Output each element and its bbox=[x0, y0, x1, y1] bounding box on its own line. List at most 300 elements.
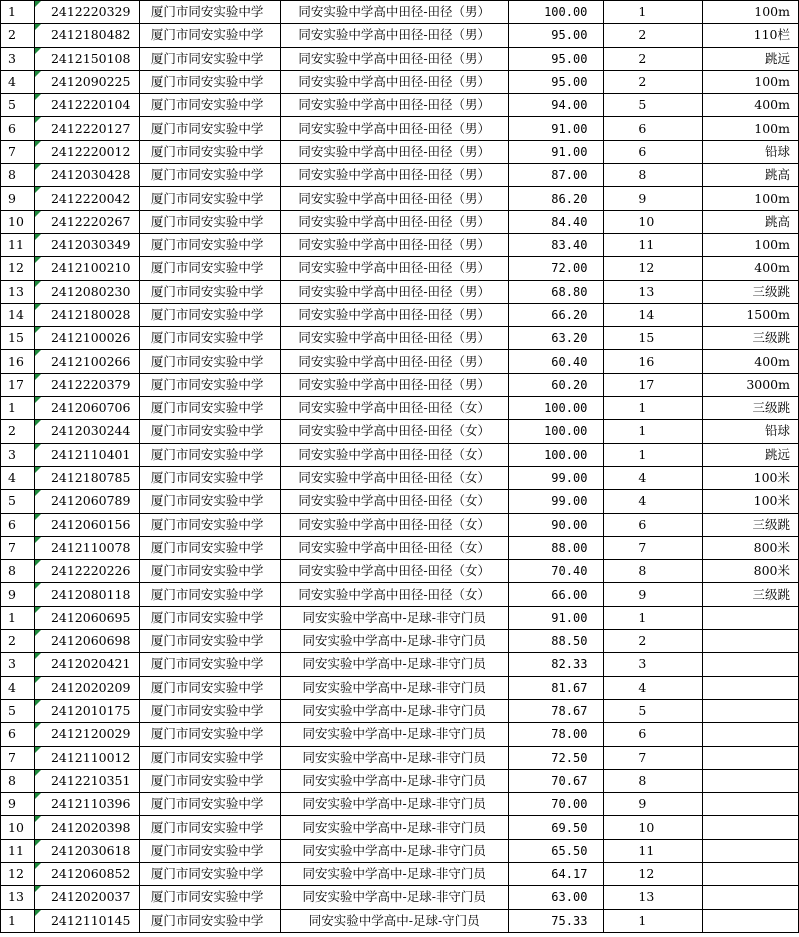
project-cell: 同安实验中学高中田径-田径（男） bbox=[280, 187, 508, 210]
school-cell: 厦门市同安实验中学 bbox=[139, 420, 280, 443]
student-id-cell: 2412220226 bbox=[34, 560, 139, 583]
event-cell: 400m bbox=[703, 257, 799, 280]
school-cell: 厦门市同安实验中学 bbox=[139, 117, 280, 140]
student-id-cell: 2412100026 bbox=[34, 327, 139, 350]
score-cell: 64.17 bbox=[508, 862, 604, 885]
table-row bbox=[1, 257, 799, 280]
table-row bbox=[1, 862, 799, 885]
score-cell: 91.00 bbox=[508, 117, 604, 140]
student-id-cell: 2412180785 bbox=[34, 466, 139, 489]
score-cell: 100.00 bbox=[508, 443, 604, 466]
student-id-cell: 2412030618 bbox=[34, 839, 139, 862]
rank-cell: 11 bbox=[604, 233, 703, 256]
score-cell: 70.00 bbox=[508, 793, 604, 816]
project-cell: 同安实验中学高中田径-田径（男） bbox=[280, 70, 508, 93]
score-cell: 68.80 bbox=[508, 280, 604, 303]
school-cell: 厦门市同安实验中学 bbox=[139, 839, 280, 862]
school-cell: 厦门市同安实验中学 bbox=[139, 513, 280, 536]
table-row bbox=[1, 24, 799, 47]
score-cell: 60.20 bbox=[508, 373, 604, 396]
project-cell: 同安实验中学高中田径-田径（女） bbox=[280, 443, 508, 466]
school-cell: 厦门市同安实验中学 bbox=[139, 466, 280, 489]
event-cell: 铅球 bbox=[703, 420, 799, 443]
school-cell: 厦门市同安实验中学 bbox=[139, 233, 280, 256]
table-row bbox=[1, 536, 799, 559]
project-cell: 同安实验中学高中-足球-非守门员 bbox=[280, 653, 508, 676]
table-row bbox=[1, 280, 799, 303]
school-cell: 厦门市同安实验中学 bbox=[139, 769, 280, 792]
student-id-cell: 2412030349 bbox=[34, 233, 139, 256]
table-row bbox=[1, 47, 799, 70]
score-cell: 87.00 bbox=[508, 164, 604, 187]
score-cell: 82.33 bbox=[508, 653, 604, 676]
event-cell: 跳高 bbox=[703, 210, 799, 233]
event-cell bbox=[703, 793, 799, 816]
student-id-cell: 2412020037 bbox=[34, 886, 139, 909]
score-cell: 69.50 bbox=[508, 816, 604, 839]
event-cell: 跳远 bbox=[703, 47, 799, 70]
table-row bbox=[1, 1, 799, 24]
project-cell: 同安实验中学高中田径-田径（男） bbox=[280, 47, 508, 70]
row-index-cell: 6 bbox=[1, 513, 35, 536]
table-row bbox=[1, 583, 799, 606]
row-index-cell: 4 bbox=[1, 466, 35, 489]
student-id-cell: 2412020421 bbox=[34, 653, 139, 676]
student-id-cell: 2412020209 bbox=[34, 676, 139, 699]
row-index-cell: 9 bbox=[1, 583, 35, 606]
project-cell: 同安实验中学高中田径-田径（女） bbox=[280, 420, 508, 443]
table-row bbox=[1, 886, 799, 909]
table-row bbox=[1, 490, 799, 513]
score-cell: 94.00 bbox=[508, 94, 604, 117]
rank-cell: 9 bbox=[604, 793, 703, 816]
event-cell: 3000m bbox=[703, 373, 799, 396]
school-cell: 厦门市同安实验中学 bbox=[139, 490, 280, 513]
row-index-cell: 12 bbox=[1, 862, 35, 885]
score-cell: 91.00 bbox=[508, 606, 604, 629]
score-cell: 91.00 bbox=[508, 140, 604, 163]
score-cell: 63.00 bbox=[508, 886, 604, 909]
rank-cell: 12 bbox=[604, 862, 703, 885]
rank-cell: 7 bbox=[604, 746, 703, 769]
project-cell: 同安实验中学高中-足球-非守门员 bbox=[280, 886, 508, 909]
student-id-cell: 2412080118 bbox=[34, 583, 139, 606]
rank-cell: 1 bbox=[604, 1, 703, 24]
table-row bbox=[1, 560, 799, 583]
rank-cell: 2 bbox=[604, 47, 703, 70]
school-cell: 厦门市同安实验中学 bbox=[139, 257, 280, 280]
school-cell: 厦门市同安实验中学 bbox=[139, 164, 280, 187]
project-cell: 同安实验中学高中-足球-非守门员 bbox=[280, 793, 508, 816]
school-cell: 厦门市同安实验中学 bbox=[139, 560, 280, 583]
table-row bbox=[1, 653, 799, 676]
project-cell: 同安实验中学高中田径-田径（男） bbox=[280, 1, 508, 24]
rank-cell: 5 bbox=[604, 94, 703, 117]
rank-cell: 1 bbox=[604, 909, 703, 932]
row-index-cell: 2 bbox=[1, 630, 35, 653]
row-index-cell: 3 bbox=[1, 653, 35, 676]
school-cell: 厦门市同安实验中学 bbox=[139, 536, 280, 559]
student-id-cell: 2412060706 bbox=[34, 397, 139, 420]
school-cell: 厦门市同安实验中学 bbox=[139, 210, 280, 233]
table-row bbox=[1, 210, 799, 233]
score-cell: 86.20 bbox=[508, 187, 604, 210]
project-cell: 同安实验中学高中-足球-非守门员 bbox=[280, 723, 508, 746]
rank-cell: 4 bbox=[604, 676, 703, 699]
row-index-cell: 1 bbox=[1, 1, 35, 24]
row-index-cell: 8 bbox=[1, 164, 35, 187]
rank-cell: 10 bbox=[604, 210, 703, 233]
student-id-cell: 2412060789 bbox=[34, 490, 139, 513]
event-cell: 铅球 bbox=[703, 140, 799, 163]
row-index-cell: 2 bbox=[1, 24, 35, 47]
event-cell bbox=[703, 839, 799, 862]
score-cell: 88.00 bbox=[508, 536, 604, 559]
project-cell: 同安实验中学高中田径-田径（女） bbox=[280, 583, 508, 606]
school-cell: 厦门市同安实验中学 bbox=[139, 47, 280, 70]
rank-cell: 15 bbox=[604, 327, 703, 350]
row-index-cell: 1 bbox=[1, 606, 35, 629]
student-id-cell: 2412100210 bbox=[34, 257, 139, 280]
row-index-cell: 13 bbox=[1, 280, 35, 303]
event-cell: 跳远 bbox=[703, 443, 799, 466]
project-cell: 同安实验中学高中-足球-非守门员 bbox=[280, 839, 508, 862]
school-cell: 厦门市同安实验中学 bbox=[139, 699, 280, 722]
school-cell: 厦门市同安实验中学 bbox=[139, 746, 280, 769]
school-cell: 厦门市同安实验中学 bbox=[139, 140, 280, 163]
project-cell: 同安实验中学高中田径-田径（男） bbox=[280, 24, 508, 47]
student-id-cell: 2412010175 bbox=[34, 699, 139, 722]
rank-cell: 9 bbox=[604, 187, 703, 210]
school-cell: 厦门市同安实验中学 bbox=[139, 303, 280, 326]
student-id-cell: 2412060698 bbox=[34, 630, 139, 653]
score-cell: 95.00 bbox=[508, 70, 604, 93]
table-row bbox=[1, 816, 799, 839]
rank-cell: 8 bbox=[604, 164, 703, 187]
rank-cell: 1 bbox=[604, 606, 703, 629]
student-id-cell: 2412080230 bbox=[34, 280, 139, 303]
project-cell: 同安实验中学高中-足球-非守门员 bbox=[280, 606, 508, 629]
student-id-cell: 2412090225 bbox=[34, 70, 139, 93]
rank-cell: 8 bbox=[604, 560, 703, 583]
row-index-cell: 7 bbox=[1, 140, 35, 163]
student-id-cell: 2412020398 bbox=[34, 816, 139, 839]
table-row bbox=[1, 769, 799, 792]
row-index-cell: 6 bbox=[1, 723, 35, 746]
score-cell: 65.50 bbox=[508, 839, 604, 862]
rank-cell: 4 bbox=[604, 490, 703, 513]
score-cell: 100.00 bbox=[508, 420, 604, 443]
rank-cell: 5 bbox=[604, 699, 703, 722]
event-cell: 跳高 bbox=[703, 164, 799, 187]
rank-cell: 13 bbox=[604, 280, 703, 303]
student-id-cell: 2412180028 bbox=[34, 303, 139, 326]
student-id-cell: 2412220012 bbox=[34, 140, 139, 163]
student-id-cell: 2412220042 bbox=[34, 187, 139, 210]
score-cell: 100.00 bbox=[508, 1, 604, 24]
student-id-cell: 2412180482 bbox=[34, 24, 139, 47]
table-row bbox=[1, 70, 799, 93]
event-cell: 100m bbox=[703, 187, 799, 210]
event-cell bbox=[703, 862, 799, 885]
school-cell: 厦门市同安实验中学 bbox=[139, 816, 280, 839]
project-cell: 同安实验中学高中田径-田径（男） bbox=[280, 350, 508, 373]
table-row bbox=[1, 117, 799, 140]
school-cell: 厦门市同安实验中学 bbox=[139, 723, 280, 746]
school-cell: 厦门市同安实验中学 bbox=[139, 24, 280, 47]
school-cell: 厦门市同安实验中学 bbox=[139, 94, 280, 117]
rank-cell: 1 bbox=[604, 397, 703, 420]
event-cell bbox=[703, 909, 799, 932]
table-row bbox=[1, 420, 799, 443]
event-cell: 三级跳 bbox=[703, 583, 799, 606]
event-cell bbox=[703, 769, 799, 792]
row-index-cell: 9 bbox=[1, 793, 35, 816]
table-body bbox=[1, 1, 799, 933]
project-cell: 同安实验中学高中-足球-守门员 bbox=[280, 909, 508, 932]
event-cell: 400m bbox=[703, 94, 799, 117]
table-row bbox=[1, 699, 799, 722]
project-cell: 同安实验中学高中田径-田径（男） bbox=[280, 117, 508, 140]
score-cell: 100.00 bbox=[508, 397, 604, 420]
student-id-cell: 2412060695 bbox=[34, 606, 139, 629]
project-cell: 同安实验中学高中-足球-非守门员 bbox=[280, 699, 508, 722]
student-id-cell: 2412110401 bbox=[34, 443, 139, 466]
table-row bbox=[1, 140, 799, 163]
table-row bbox=[1, 233, 799, 256]
project-cell: 同安实验中学高中-足球-非守门员 bbox=[280, 816, 508, 839]
rank-cell: 1 bbox=[604, 443, 703, 466]
row-index-cell: 7 bbox=[1, 536, 35, 559]
table-row bbox=[1, 303, 799, 326]
row-index-cell: 11 bbox=[1, 233, 35, 256]
rank-cell: 14 bbox=[604, 303, 703, 326]
score-cell: 66.20 bbox=[508, 303, 604, 326]
event-cell: 1500m bbox=[703, 303, 799, 326]
rank-cell: 4 bbox=[604, 466, 703, 489]
school-cell: 厦门市同安实验中学 bbox=[139, 373, 280, 396]
student-id-cell: 2412100266 bbox=[34, 350, 139, 373]
table-row bbox=[1, 630, 799, 653]
row-index-cell: 6 bbox=[1, 117, 35, 140]
project-cell: 同安实验中学高中田径-田径（男） bbox=[280, 373, 508, 396]
student-id-cell: 2412210351 bbox=[34, 769, 139, 792]
school-cell: 厦门市同安实验中学 bbox=[139, 187, 280, 210]
project-cell: 同安实验中学高中田径-田径（女） bbox=[280, 536, 508, 559]
table-row bbox=[1, 466, 799, 489]
table-row bbox=[1, 164, 799, 187]
event-cell: 100米 bbox=[703, 490, 799, 513]
table-row bbox=[1, 909, 799, 932]
student-id-cell: 2412110012 bbox=[34, 746, 139, 769]
score-cell: 66.00 bbox=[508, 583, 604, 606]
event-cell bbox=[703, 606, 799, 629]
project-cell: 同安实验中学高中田径-田径（男） bbox=[280, 280, 508, 303]
score-cell: 90.00 bbox=[508, 513, 604, 536]
row-index-cell: 9 bbox=[1, 187, 35, 210]
score-cell: 95.00 bbox=[508, 47, 604, 70]
table-row bbox=[1, 676, 799, 699]
school-cell: 厦门市同安实验中学 bbox=[139, 443, 280, 466]
event-cell: 100m bbox=[703, 70, 799, 93]
event-cell: 三级跳 bbox=[703, 397, 799, 420]
row-index-cell: 1 bbox=[1, 909, 35, 932]
row-index-cell: 3 bbox=[1, 443, 35, 466]
rank-cell: 9 bbox=[604, 583, 703, 606]
project-cell: 同安实验中学高中田径-田径（男） bbox=[280, 164, 508, 187]
school-cell: 厦门市同安实验中学 bbox=[139, 70, 280, 93]
student-id-cell: 2412060156 bbox=[34, 513, 139, 536]
table-row bbox=[1, 723, 799, 746]
project-cell: 同安实验中学高中田径-田径（男） bbox=[280, 257, 508, 280]
table-row bbox=[1, 373, 799, 396]
school-cell: 厦门市同安实验中学 bbox=[139, 909, 280, 932]
student-id-cell: 2412220379 bbox=[34, 373, 139, 396]
project-cell: 同安实验中学高中田径-田径（女） bbox=[280, 397, 508, 420]
score-cell: 78.67 bbox=[508, 699, 604, 722]
score-cell: 83.40 bbox=[508, 233, 604, 256]
score-cell: 70.67 bbox=[508, 769, 604, 792]
event-cell bbox=[703, 723, 799, 746]
event-cell bbox=[703, 816, 799, 839]
score-cell: 72.50 bbox=[508, 746, 604, 769]
table-row bbox=[1, 350, 799, 373]
rank-cell: 6 bbox=[604, 117, 703, 140]
student-id-cell: 2412110396 bbox=[34, 793, 139, 816]
project-cell: 同安实验中学高中-足球-非守门员 bbox=[280, 769, 508, 792]
score-cell: 95.00 bbox=[508, 24, 604, 47]
rank-cell: 2 bbox=[604, 630, 703, 653]
row-index-cell: 8 bbox=[1, 560, 35, 583]
school-cell: 厦门市同安实验中学 bbox=[139, 676, 280, 699]
rank-cell: 2 bbox=[604, 70, 703, 93]
project-cell: 同安实验中学高中田径-田径（女） bbox=[280, 490, 508, 513]
student-id-cell: 2412220329 bbox=[34, 1, 139, 24]
project-cell: 同安实验中学高中田径-田径（男） bbox=[280, 303, 508, 326]
rank-cell: 16 bbox=[604, 350, 703, 373]
row-index-cell: 5 bbox=[1, 94, 35, 117]
project-cell: 同安实验中学高中田径-田径（男） bbox=[280, 233, 508, 256]
event-cell: 400m bbox=[703, 350, 799, 373]
row-index-cell: 7 bbox=[1, 746, 35, 769]
row-index-cell: 12 bbox=[1, 257, 35, 280]
score-cell: 88.50 bbox=[508, 630, 604, 653]
table-row bbox=[1, 513, 799, 536]
rank-cell: 11 bbox=[604, 839, 703, 862]
event-cell: 100米 bbox=[703, 466, 799, 489]
row-index-cell: 10 bbox=[1, 210, 35, 233]
student-id-cell: 2412220104 bbox=[34, 94, 139, 117]
rank-cell: 2 bbox=[604, 24, 703, 47]
row-index-cell: 16 bbox=[1, 350, 35, 373]
event-cell bbox=[703, 653, 799, 676]
rank-cell: 17 bbox=[604, 373, 703, 396]
event-cell bbox=[703, 676, 799, 699]
rank-cell: 7 bbox=[604, 536, 703, 559]
project-cell: 同安实验中学高中田径-田径（女） bbox=[280, 560, 508, 583]
student-id-cell: 2412110145 bbox=[34, 909, 139, 932]
event-cell: 100m bbox=[703, 233, 799, 256]
school-cell: 厦门市同安实验中学 bbox=[139, 886, 280, 909]
row-index-cell: 4 bbox=[1, 70, 35, 93]
rank-cell: 6 bbox=[604, 513, 703, 536]
event-cell: 三级跳 bbox=[703, 280, 799, 303]
school-cell: 厦门市同安实验中学 bbox=[139, 583, 280, 606]
event-cell bbox=[703, 886, 799, 909]
row-index-cell: 5 bbox=[1, 699, 35, 722]
project-cell: 同安实验中学高中田径-田径（男） bbox=[280, 327, 508, 350]
event-cell bbox=[703, 746, 799, 769]
project-cell: 同安实验中学高中-足球-非守门员 bbox=[280, 676, 508, 699]
student-id-cell: 2412060852 bbox=[34, 862, 139, 885]
row-index-cell: 2 bbox=[1, 420, 35, 443]
table-row bbox=[1, 793, 799, 816]
event-cell: 100m bbox=[703, 117, 799, 140]
rank-cell: 1 bbox=[604, 420, 703, 443]
row-index-cell: 1 bbox=[1, 397, 35, 420]
score-cell: 60.40 bbox=[508, 350, 604, 373]
event-cell bbox=[703, 630, 799, 653]
student-id-cell: 2412110078 bbox=[34, 536, 139, 559]
rank-cell: 3 bbox=[604, 653, 703, 676]
table-row bbox=[1, 839, 799, 862]
school-cell: 厦门市同安实验中学 bbox=[139, 606, 280, 629]
row-index-cell: 3 bbox=[1, 47, 35, 70]
project-cell: 同安实验中学高中-足球-非守门员 bbox=[280, 862, 508, 885]
row-index-cell: 15 bbox=[1, 327, 35, 350]
project-cell: 同安实验中学高中-足球-非守门员 bbox=[280, 630, 508, 653]
table-row bbox=[1, 187, 799, 210]
row-index-cell: 10 bbox=[1, 816, 35, 839]
event-cell: 800米 bbox=[703, 560, 799, 583]
rank-cell: 13 bbox=[604, 886, 703, 909]
event-cell bbox=[703, 699, 799, 722]
rank-cell: 6 bbox=[604, 140, 703, 163]
table-row bbox=[1, 327, 799, 350]
row-index-cell: 13 bbox=[1, 886, 35, 909]
table-row bbox=[1, 606, 799, 629]
row-index-cell: 11 bbox=[1, 839, 35, 862]
row-index-cell: 4 bbox=[1, 676, 35, 699]
event-cell: 三级跳 bbox=[703, 513, 799, 536]
row-index-cell: 14 bbox=[1, 303, 35, 326]
event-cell: 800米 bbox=[703, 536, 799, 559]
school-cell: 厦门市同安实验中学 bbox=[139, 862, 280, 885]
school-cell: 厦门市同安实验中学 bbox=[139, 350, 280, 373]
school-cell: 厦门市同安实验中学 bbox=[139, 630, 280, 653]
school-cell: 厦门市同安实验中学 bbox=[139, 653, 280, 676]
project-cell: 同安实验中学高中田径-田径（男） bbox=[280, 94, 508, 117]
project-cell: 同安实验中学高中-足球-非守门员 bbox=[280, 746, 508, 769]
score-cell: 81.67 bbox=[508, 676, 604, 699]
school-cell: 厦门市同安实验中学 bbox=[139, 1, 280, 24]
score-cell: 99.00 bbox=[508, 466, 604, 489]
rank-cell: 10 bbox=[604, 816, 703, 839]
score-cell: 63.20 bbox=[508, 327, 604, 350]
score-cell: 75.33 bbox=[508, 909, 604, 932]
rank-cell: 8 bbox=[604, 769, 703, 792]
table-row bbox=[1, 397, 799, 420]
student-id-cell: 2412220267 bbox=[34, 210, 139, 233]
project-cell: 同安实验中学高中田径-田径（女） bbox=[280, 513, 508, 536]
rank-cell: 12 bbox=[604, 257, 703, 280]
event-cell: 三级跳 bbox=[703, 327, 799, 350]
student-id-cell: 2412030428 bbox=[34, 164, 139, 187]
row-index-cell: 17 bbox=[1, 373, 35, 396]
table-row bbox=[1, 94, 799, 117]
project-cell: 同安实验中学高中田径-田径（男） bbox=[280, 210, 508, 233]
score-cell: 78.00 bbox=[508, 723, 604, 746]
